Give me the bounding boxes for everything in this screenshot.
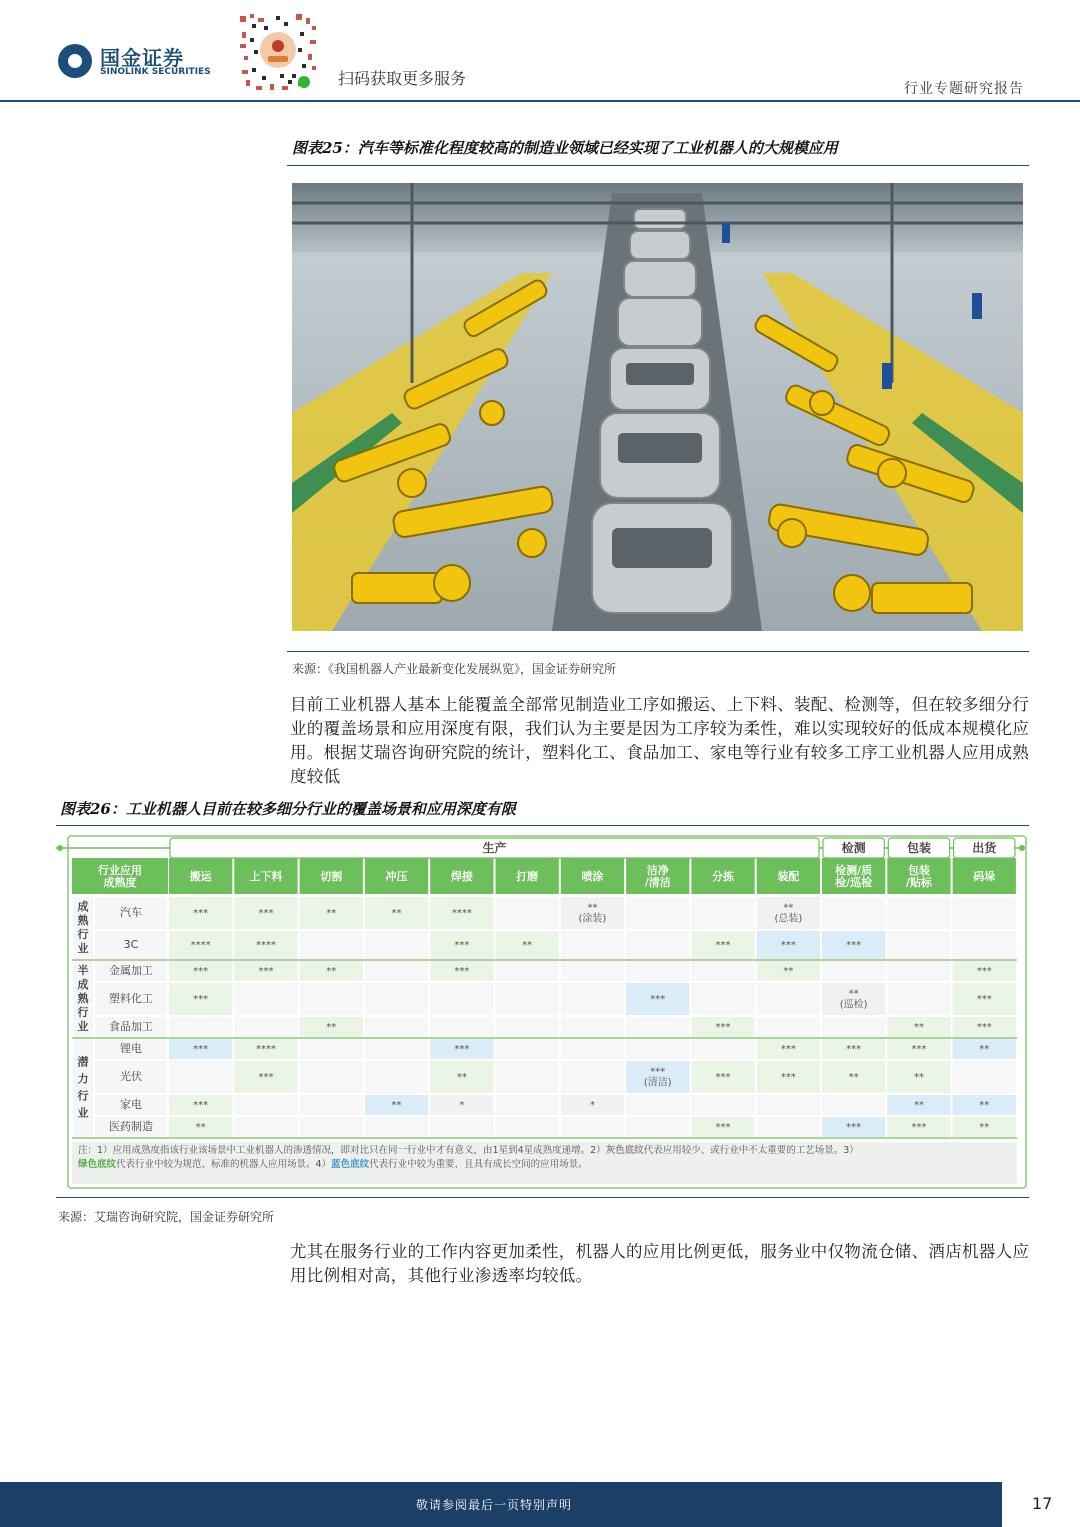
- maturity-rating: **: [326, 966, 337, 977]
- industry-name-label: 金属加工: [109, 964, 153, 977]
- maturity-rating: ***: [846, 1044, 862, 1055]
- maturity-rating: **: [326, 1022, 337, 1033]
- maturity-rating: ****: [451, 908, 472, 919]
- maturity-cell: [822, 1017, 885, 1037]
- maturity-rating: **: [848, 1072, 859, 1083]
- page-header: [0, 0, 1080, 102]
- maturity-cell: [300, 1117, 363, 1137]
- maturity-rating: ****: [255, 940, 276, 951]
- maturity-rating: **: [522, 940, 533, 951]
- column-header-label: 上下料: [249, 870, 283, 883]
- maturity-cell: [169, 1017, 232, 1037]
- industry-name-label: 汽车: [120, 906, 142, 919]
- maturity-cell: [561, 931, 624, 959]
- column-header-label: 检测/质检/巡检: [835, 863, 873, 890]
- maturity-rating: *** (清洁): [643, 1066, 672, 1089]
- sinolink-logo: [58, 42, 238, 82]
- industry-group-label: 熟: [77, 914, 89, 927]
- maturity-rating: **: [979, 1044, 990, 1055]
- maturity-rating: ***: [715, 1022, 731, 1033]
- maturity-rating: **: [783, 966, 794, 977]
- logo-name-en: SINOLINK SECURITIES: [100, 67, 211, 77]
- figure25-source: 来源：《我国机器人产业最新变化发展纵览》，国金证券研究所: [292, 662, 617, 676]
- maturity-rating: **: [979, 1100, 990, 1111]
- maturity-rating: ** (巡检): [839, 988, 868, 1011]
- maturity-rating: ****: [255, 1044, 276, 1055]
- maturity-cell: [300, 1061, 363, 1093]
- maturity-rating: ***: [976, 1022, 992, 1033]
- maturity-rating: **: [913, 1100, 924, 1111]
- maturity-rating: ***: [193, 908, 209, 919]
- industry-group-label: 成: [77, 978, 89, 991]
- maturity-cell: [300, 931, 363, 959]
- maturity-cell: [365, 983, 428, 1015]
- maturity-cell: [822, 961, 885, 981]
- table-note: 绿色底纹代表行业中较为规范、标准的机器人应用场景。4）蓝色底纹代表行业中较为重要，且具有成长空间的应用场景。: [78, 1159, 588, 1170]
- maturity-cell: [561, 1061, 624, 1093]
- maturity-cell: [953, 1061, 1016, 1093]
- industry-group-label: 行: [77, 1089, 89, 1103]
- column-header-label: 包装/贴标: [905, 863, 932, 890]
- maturity-rating: **: [391, 908, 402, 919]
- maturity-cell: [430, 983, 493, 1015]
- industry-name-label: 锂电: [120, 1042, 142, 1055]
- maturity-rating: *: [459, 1100, 465, 1111]
- column-header-label: 切割: [320, 870, 343, 883]
- maturity-cell: [365, 961, 428, 981]
- maturity-cell: [234, 1017, 297, 1037]
- maturity-rating: ***: [780, 1072, 796, 1083]
- body-paragraph-2: 尤其在服务行业的工作内容更加柔性，机器人的应用比例更低，服务业中仅物流仓储、酒店机器人应用比例相对高，其他行业渗透率均较低。: [290, 1242, 1030, 1285]
- maturity-cell: [953, 897, 1016, 929]
- maturity-cell: [430, 1117, 493, 1137]
- maturity-rating: ***: [193, 1044, 209, 1055]
- maturity-cell: [757, 1117, 820, 1137]
- qr-code-icon[interactable]: [236, 10, 320, 94]
- industry-name-label: 塑料化工: [109, 992, 153, 1005]
- maturity-rating: *: [589, 1100, 595, 1111]
- disclaimer-note: 敬请参阅最后一页特别声明: [416, 1498, 573, 1512]
- industry-group-label: 力: [77, 1072, 89, 1086]
- corner-header-label: 行业应用成熟度: [98, 863, 142, 890]
- maturity-rating: **: [326, 908, 337, 919]
- maturity-cell: [496, 1095, 559, 1115]
- maturity-cell: [234, 1117, 297, 1137]
- maturity-cell: [626, 1117, 689, 1137]
- industry-name-label: 家电: [120, 1098, 142, 1111]
- column-header-label: 冲压: [385, 870, 408, 883]
- maturity-rating: ***: [715, 940, 731, 951]
- maturity-cell: [691, 983, 754, 1015]
- robot-maturity-table: [56, 834, 1029, 1194]
- figure26-source: 来源：艾瑞咨询研究院，国金证券研究所: [58, 1210, 275, 1224]
- maturity-rating: ** (总装): [774, 902, 803, 925]
- stage-group-label: 出货: [972, 840, 997, 855]
- figure25-title: 图表25：汽车等标准化程度较高的制造业领域已经实现了工业机器人的大规模应用: [292, 139, 838, 157]
- maturity-rating: **: [913, 1022, 924, 1033]
- logo-name-cn: 国金证券: [100, 46, 184, 70]
- maturity-cell: [691, 897, 754, 929]
- column-header-label: 码垛: [973, 870, 996, 883]
- maturity-cell: [691, 1039, 754, 1059]
- maturity-rating: ***: [780, 1044, 796, 1055]
- industry-name-label: 食品加工: [109, 1020, 153, 1033]
- maturity-rating: **: [456, 1072, 467, 1083]
- group-header-dot: [1019, 845, 1025, 851]
- maturity-cell: [561, 961, 624, 981]
- maturity-cell: [561, 1039, 624, 1059]
- maturity-cell: [953, 931, 1016, 959]
- industry-group-label: 潜: [77, 1055, 89, 1069]
- maturity-rating: ***: [193, 966, 209, 977]
- maturity-rating: ****: [190, 940, 211, 951]
- maturity-cell: [887, 983, 950, 1015]
- maturity-rating: ***: [846, 940, 862, 951]
- maturity-cell: [169, 1061, 232, 1093]
- maturity-cell: [561, 1017, 624, 1037]
- maturity-cell: [691, 961, 754, 981]
- maturity-rating: ***: [715, 1072, 731, 1083]
- maturity-cell: [822, 1095, 885, 1115]
- maturity-cell: [365, 1117, 428, 1137]
- maturity-cell: [757, 1017, 820, 1037]
- maturity-rating: ***: [454, 966, 470, 977]
- maturity-rating: **: [391, 1100, 402, 1111]
- industry-group-label: 成: [77, 900, 89, 913]
- industry-group-label: 业: [77, 1020, 89, 1033]
- maturity-cell: [300, 983, 363, 1015]
- figure26-title: 图表26：工业机器人目前在较多细分行业的覆盖场景和应用深度有限: [60, 800, 516, 818]
- maturity-cell: [496, 1039, 559, 1059]
- maturity-rating: ***: [976, 994, 992, 1005]
- maturity-rating: ***: [976, 966, 992, 977]
- column-header-label: 分拣: [712, 870, 735, 883]
- maturity-cell: [496, 897, 559, 929]
- column-header-label: 打磨: [516, 870, 539, 883]
- table-note: 注：1）应用成熟度指该行业该场景中工业机器人的渗透情况，即对比只在同一行业中才有意义，由1星到4星成熟度递增。2）灰色底纹代表应用较少、或行业中不太重要的工艺场景。3）: [78, 1145, 859, 1156]
- maturity-cell: [757, 983, 820, 1015]
- industry-group-label: 半: [77, 964, 89, 977]
- industry-group-label: 行: [77, 928, 89, 941]
- figure26-bottom-rule: [56, 1197, 1029, 1198]
- group-header-dot: [57, 845, 63, 851]
- maturity-rating: ***: [846, 1122, 862, 1133]
- maturity-cell: [887, 897, 950, 929]
- maturity-rating: **: [979, 1122, 990, 1133]
- industry-group-bg: [73, 1039, 93, 1137]
- maturity-cell: [626, 961, 689, 981]
- page-number: 17: [1032, 1494, 1053, 1513]
- maturity-cell: [887, 931, 950, 959]
- maturity-cell: [496, 1061, 559, 1093]
- maturity-cell: [365, 1017, 428, 1037]
- maturity-rating: **: [195, 1122, 206, 1133]
- maturity-rating: ***: [911, 1122, 927, 1133]
- header-divider: [0, 100, 1080, 102]
- stage-group-label: 检测: [841, 840, 866, 855]
- column-header-label: 焊接: [450, 870, 473, 883]
- maturity-rating: ***: [650, 994, 666, 1005]
- maturity-cell: [626, 897, 689, 929]
- maturity-rating: ***: [258, 908, 274, 919]
- maturity-cell: [626, 1017, 689, 1037]
- maturity-cell: [496, 961, 559, 981]
- maturity-cell: [365, 1039, 428, 1059]
- column-header-label: 喷涂: [581, 870, 604, 883]
- industry-name-label: 3C: [123, 938, 139, 951]
- industry-group-label: 熟: [77, 992, 89, 1005]
- industry-name-label: 光伏: [120, 1070, 142, 1083]
- maturity-cell: [496, 983, 559, 1015]
- maturity-rating: ***: [258, 966, 274, 977]
- maturity-cell: [626, 1039, 689, 1059]
- maturity-rating: ***: [454, 940, 470, 951]
- scan-for-service-text: 扫码获取更多服务: [338, 69, 467, 88]
- maturity-cell: [496, 1017, 559, 1037]
- sinolink-logo-icon: [58, 44, 92, 78]
- industry-group-label: 行: [77, 1006, 89, 1019]
- maturity-rating: ***: [258, 1072, 274, 1083]
- body-paragraph-1: 目前工业机器人基本上能覆盖全部常见制造业工序如搬运、上下料、装配、检测等，但在较多细分行业的覆盖场景和应用深度有限，我们认为主要是因为工序较为柔性，难以实现较好的低成本规模化应用。根据艾瑞咨询研究院的统计，塑料化工、食品加工、家电等行业有较多工序工业机器人应用成熟度较低: [290, 695, 1030, 786]
- column-header-label: 装配: [777, 870, 800, 883]
- industry-group-label: 业: [77, 942, 89, 955]
- industry-group-label: 业: [77, 1106, 89, 1120]
- maturity-cell: [496, 1117, 559, 1137]
- maturity-cell: [626, 1095, 689, 1115]
- maturity-cell: [887, 961, 950, 981]
- maturity-cell: [365, 931, 428, 959]
- maturity-cell: [234, 983, 297, 1015]
- stage-group-label: 生产: [482, 840, 507, 855]
- report-type-label: 行业专题研究报告: [904, 81, 1024, 97]
- maturity-cell: [300, 1039, 363, 1059]
- factory-assembly-line-photo: [292, 183, 1023, 631]
- maturity-rating: ***: [193, 1100, 209, 1111]
- figure26-top-rule: [56, 825, 1029, 826]
- maturity-cell: [234, 1095, 297, 1115]
- stage-group-label: 包装: [906, 840, 931, 855]
- industry-name-label: 医药制造: [109, 1120, 153, 1133]
- figure25-top-rule: [287, 165, 1029, 166]
- maturity-cell: [561, 983, 624, 1015]
- figure25-bottom-rule: [287, 651, 1029, 652]
- maturity-rating: ***: [715, 1122, 731, 1133]
- maturity-cell: [822, 897, 885, 929]
- maturity-cell: [757, 1095, 820, 1115]
- maturity-rating: ***: [193, 994, 209, 1005]
- maturity-table-svg: [56, 834, 1029, 1194]
- maturity-rating: ***: [780, 940, 796, 951]
- maturity-cell: [300, 1095, 363, 1115]
- maturity-cell: [430, 1017, 493, 1037]
- maturity-cell: [561, 1117, 624, 1137]
- maturity-rating: ** (涂装): [578, 902, 607, 925]
- maturity-cell: [626, 931, 689, 959]
- column-header-label: 洁净/清洁: [644, 863, 671, 890]
- maturity-cell: [691, 1095, 754, 1115]
- maturity-cell: [365, 1061, 428, 1093]
- column-header-label: 搬运: [189, 870, 212, 883]
- maturity-rating: **: [913, 1072, 924, 1083]
- maturity-rating: ***: [911, 1044, 927, 1055]
- maturity-rating: ***: [454, 1044, 470, 1055]
